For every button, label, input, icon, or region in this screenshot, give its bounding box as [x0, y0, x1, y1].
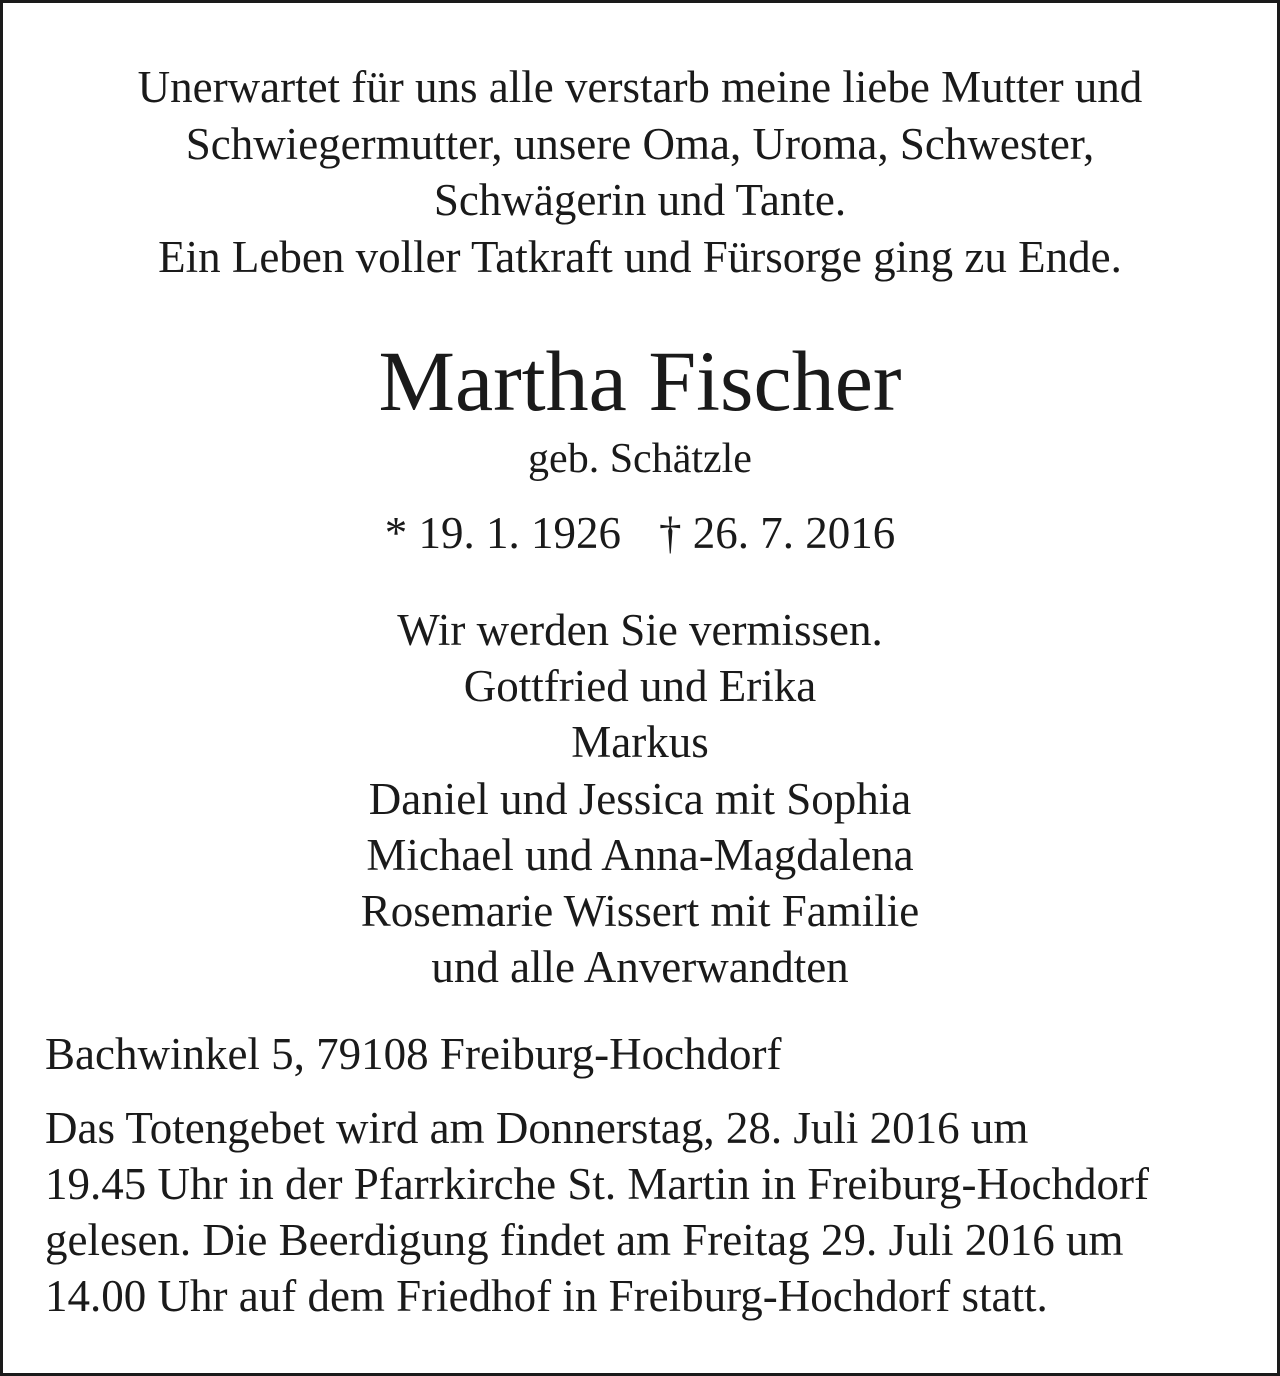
- mourner-line: Gottfried und Erika: [463, 661, 817, 712]
- service-line: gelesen. Die Beerdigung findet am Freitag 29. Juli 2016 um: [45, 1215, 1124, 1265]
- mourners-list: [3, 602, 1277, 995]
- intro-text: [3, 59, 1277, 285]
- mourner-line: Wir werden Sie vermissen.: [397, 605, 883, 655]
- family-address: Bachwinkel 5, 79108 Freiburg-Hochdorf: [45, 1029, 782, 1079]
- service-line: 19.45 Uhr in der Pfarrkirche St. Martin in Freiburg-Hochdorf: [45, 1159, 1149, 1209]
- death-date: † 26. 7. 2016: [659, 508, 896, 558]
- mourner-line: Daniel und Jessica mit Sophia: [368, 773, 912, 824]
- deceased-name: Martha Fischer: [378, 333, 902, 429]
- service-line: Das Totengebet wird am Donnerstag, 28. Juli 2016 um: [45, 1103, 1029, 1153]
- mourner-line: Rosemarie Wissert mit Familie: [360, 886, 920, 937]
- service-line: 14.00 Uhr auf dem Friedhof in Freiburg-Hochdorf statt.: [45, 1271, 1048, 1321]
- birth-date: * 19. 1. 1926: [384, 508, 621, 558]
- mourner-line: Markus: [571, 717, 709, 768]
- intro-line: Unerwartet für uns alle verstarb meine liebe Mutter und: [137, 62, 1143, 112]
- intro-line: Schwägerin und Tante.: [433, 175, 847, 225]
- intro-line: Ein Leben voller Tatkraft und Fürsorge ging zu Ende.: [158, 231, 1122, 282]
- mourner-line: Michael und Anna-Magdalena: [366, 829, 914, 880]
- mourner-line: und alle Anverwandten: [431, 942, 849, 993]
- life-dates: [3, 505, 1277, 561]
- service-details: [45, 1100, 1149, 1324]
- intro-line: Schwiegermutter, unsere Oma, Uroma, Schwester,: [185, 118, 1095, 169]
- maiden-name: geb. Schätzle: [528, 436, 752, 482]
